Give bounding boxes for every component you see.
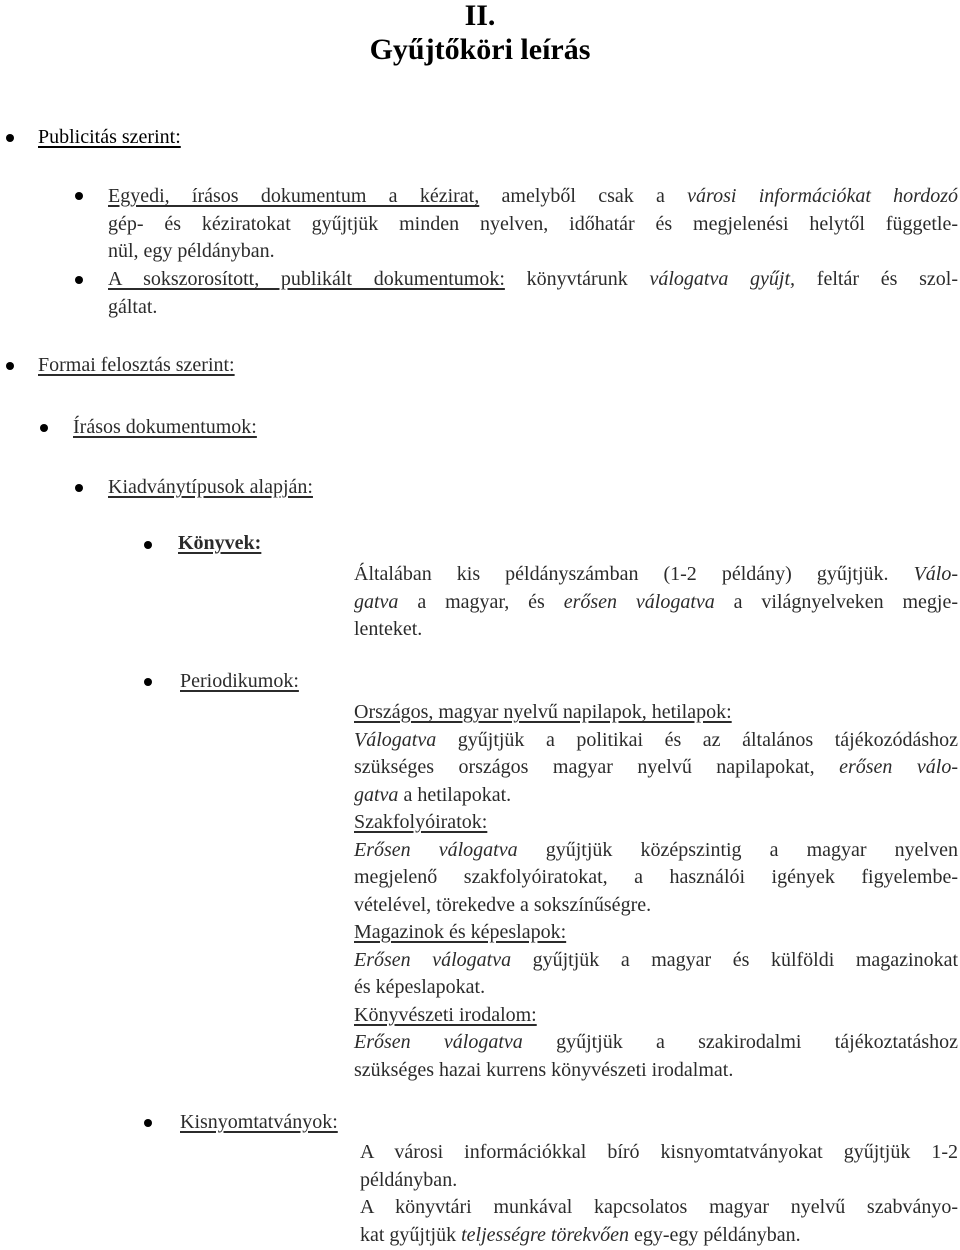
text: gyűjtjük a magyar és külföldi magazinokat <box>511 948 959 971</box>
italic-text: gatva <box>354 590 399 613</box>
periodicals-label: Periodikumok: <box>180 670 299 692</box>
italic-text: Erősen válogatva <box>354 948 512 971</box>
text: feltár és szol- <box>795 268 959 290</box>
bullet-icon <box>6 362 14 370</box>
italic-text: Válo- <box>913 563 958 585</box>
italic-text: városi információkat hordozó <box>687 185 959 207</box>
italic-text: erősen válogatva <box>563 590 715 613</box>
heading-written-docs: Írásos dokumentumok: <box>73 416 257 438</box>
text: gyűjtjük a szakirodalmi tájékoztatáshoz <box>522 1031 958 1053</box>
journals-heading: Szakfolyóiratok: <box>354 811 488 833</box>
text-line: szükséges hazai kurrens könyvészeti irodalmat. <box>354 1058 734 1081</box>
text-line: nül, egy példányban. <box>108 240 275 262</box>
text: Általában kis példányszámban (1-2 példány) gyűjtjük. <box>354 563 914 585</box>
periodicals-description <box>354 699 958 1084</box>
books-description <box>354 561 958 644</box>
text: a magyar, és <box>398 590 564 613</box>
italic-text: gatva <box>354 783 399 806</box>
text-line: vételével, törekedve a sokszínűségre. <box>354 893 652 916</box>
italic-text: teljességre törekvően <box>461 1223 629 1246</box>
books-label: Könyvek: <box>178 532 262 554</box>
text-line: lenteket. <box>354 618 423 640</box>
national-papers-heading: Országos, magyar nyelvű napilapok, hetilapok: <box>354 701 732 723</box>
publicity-item-2 <box>108 266 958 321</box>
small-prints-label: Kisnyomtatványok: <box>180 1111 338 1133</box>
handwritten-doc-label: Egyedi, írásos dokumentum a kézirat, <box>108 185 480 207</box>
text: könyvtárunk <box>504 268 650 290</box>
page-title: Gyűjtőköri leírás <box>369 33 591 66</box>
text: kat gyűjtjük <box>360 1223 462 1246</box>
text: gyűjtjük a politikai és az általános tájékozódáshoz <box>436 728 958 751</box>
italic-text: Erősen válogatva <box>354 1031 523 1053</box>
section-number: II. <box>464 0 496 32</box>
published-doc-label: A sokszorosított, publikált dokumentumok: <box>108 268 505 290</box>
text-line: és képeslapokat. <box>354 976 486 998</box>
text-line: A könyvtári munkával kapcsolatos magyar nyelvű szabványo- <box>360 1196 958 1218</box>
text: egy-egy példányban. <box>629 1223 801 1246</box>
text: szükséges országos magyar nyelvű napilapokat, <box>354 756 840 778</box>
text-line: példányban. <box>360 1168 458 1191</box>
bullet-icon <box>75 192 83 200</box>
publicity-item-1 <box>108 183 958 266</box>
text: a világnyelveken megje- <box>714 590 958 613</box>
bullet-icon <box>40 424 48 432</box>
bullet-icon <box>144 1119 152 1127</box>
italic-text: erősen válo- <box>839 756 958 778</box>
text: gyűjtjük középszintig a magyar nyelven <box>517 838 958 861</box>
text-line: gép- és kéziratokat gyűjtjük minden nyelven, időhatár és megjelenési helytől függetle- <box>108 212 958 235</box>
text-line: gáltat. <box>108 295 158 318</box>
bibliography-heading: Könyvészeti irodalom: <box>354 1003 537 1026</box>
heading-formal: Formai felosztás szerint: <box>38 354 235 376</box>
italic-text: Válogatva <box>354 728 437 751</box>
magazines-heading: Magazinok és képeslapok: <box>354 921 567 943</box>
text: a hetilapokat. <box>398 783 512 806</box>
bullet-icon <box>75 484 83 492</box>
heading-publicity: Publicitás szerint: <box>38 126 181 148</box>
bullet-icon <box>144 541 152 549</box>
italic-text: Erősen válogatva <box>354 838 518 861</box>
bullet-icon <box>6 134 14 142</box>
heading-publication-types: Kiadványtípusok alapján: <box>108 476 313 498</box>
small-prints-description <box>360 1139 958 1249</box>
text-line: megjelenő szakfolyóiratokat, a használói igények figyelembe- <box>354 866 958 888</box>
bullet-icon <box>144 678 152 686</box>
bullet-icon <box>75 276 83 284</box>
italic-text: válogatva gyűjt, <box>649 268 796 290</box>
text-line: A városi információkkal bíró kisnyomtatványokat gyűjtjük 1-2 <box>360 1141 958 1163</box>
text: amelyből csak a <box>479 185 688 207</box>
